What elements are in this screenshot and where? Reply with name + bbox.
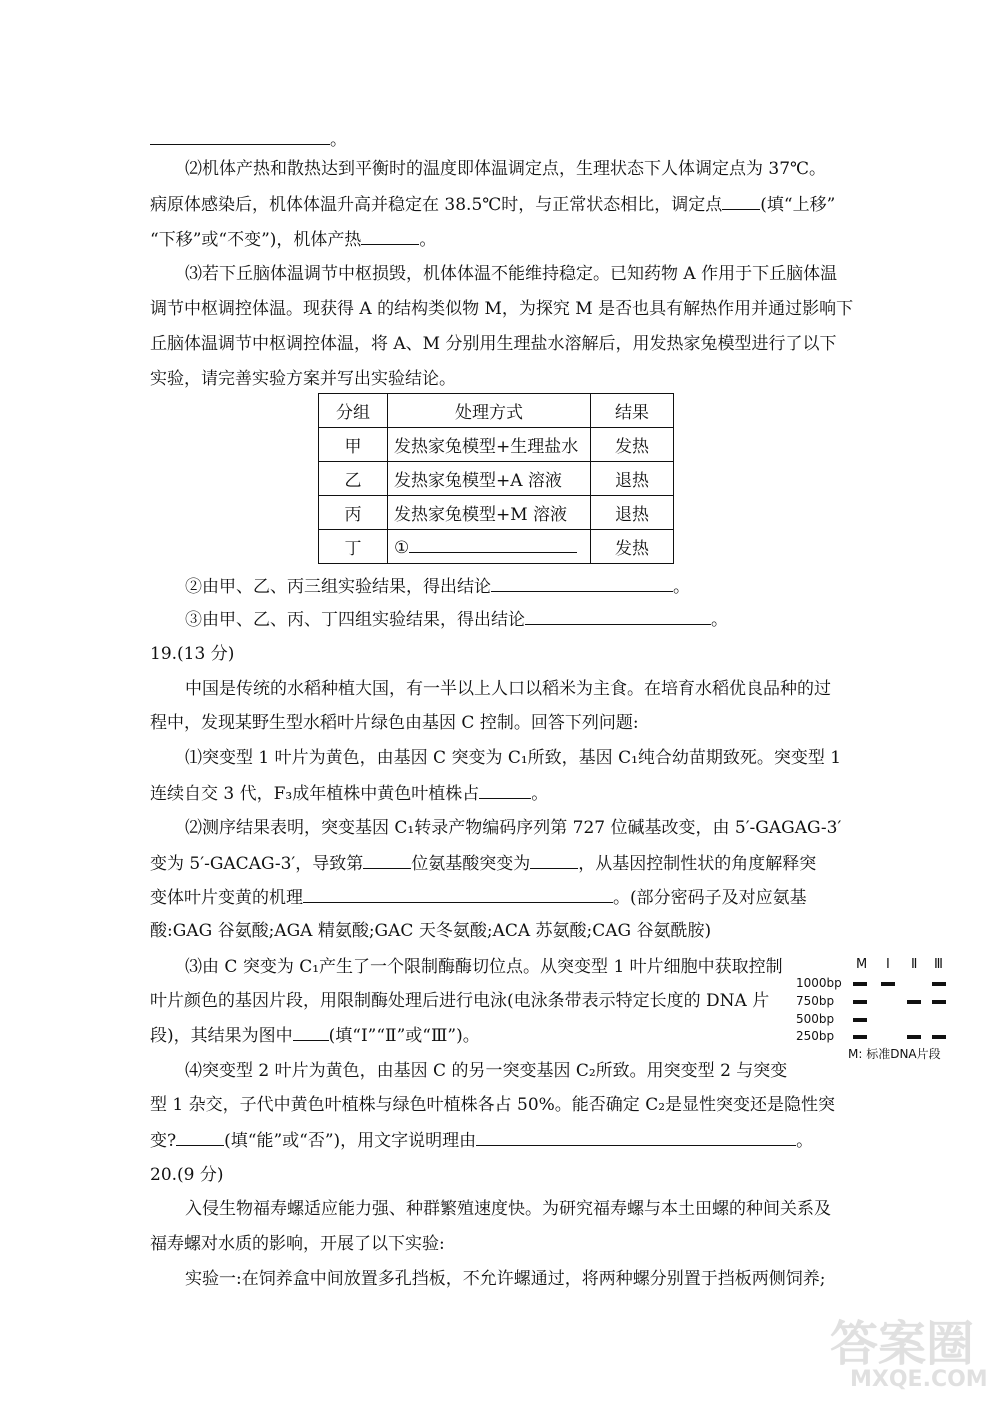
q19-1-line2	[150, 782, 548, 805]
q19-4-text: 变?	[150, 1131, 177, 1151]
answer-blank[interactable]	[293, 1024, 329, 1041]
q3-line4: 实验，请完善实验方案并写出实验结论。	[150, 369, 456, 389]
answer-blank[interactable]	[363, 852, 411, 869]
table-row	[319, 462, 674, 496]
watermark-url: MXQE.COM	[850, 1367, 988, 1392]
gel-band	[881, 982, 895, 986]
conclusion-3	[185, 608, 728, 631]
answer-blank[interactable]	[361, 228, 419, 245]
period: 。	[796, 1131, 814, 1151]
q3-line3: 丘脑体温调节中枢调控体温，将 A、M 分别用生理盐水溶解后，用发热家兔模型进行了以下	[150, 334, 837, 354]
table-cell: 发热家兔模型+M 溶液	[388, 496, 591, 530]
q19-3-line2: 叶片颜色的基因片段，用限制酶处理后进行电泳(电泳条带表示特定长度的 DNA 片	[150, 991, 770, 1011]
q19-2-text: 变为 5′-GACAG-3′，导致第	[150, 854, 364, 874]
answer-blank[interactable]	[150, 128, 330, 145]
q19-3-text: (填“Ⅰ”“Ⅱ”或“Ⅲ”)。	[328, 1026, 480, 1046]
q19-2-line1: ⑵测序结果表明，突变基因 C₁转录产物编码序列第 727 位碱基改变，由 5′-GAGAG-3′	[185, 818, 842, 838]
period: 。	[673, 577, 690, 597]
q20-intro-2: 福寿螺对水质的影响，开展了以下实验:	[150, 1234, 445, 1254]
q19-1-line1: ⑴突变型 1 叶片为黄色，由基因 C 突变为 C₁所致，基因 C₁纯合幼苗期致死。突变型 1	[185, 748, 842, 768]
q3-line1: ⑶若下丘脑体温调节中枢损毁，机体体温不能维持稳定。已知药物 A 作用于下丘脑体温	[185, 264, 838, 284]
answer-blank[interactable]	[722, 193, 760, 210]
experiment-table	[318, 393, 674, 564]
answer-blank[interactable]	[303, 886, 613, 903]
table-header-cell: 结果	[591, 394, 674, 428]
gel-band	[907, 1000, 921, 1004]
q2-line2	[150, 193, 835, 216]
table-cell: 乙	[319, 462, 388, 496]
conclusion-2	[185, 575, 690, 598]
q19-2-line4: 酸:GAG 谷氨酸;AGA 精氨酸;GAC 天冬氨酸;ACA 苏氨酸;CAG 谷氨酰胺)	[150, 921, 712, 941]
q19-2-text: 位氨基酸突变为	[411, 854, 531, 874]
lane-label: Ⅰ	[886, 957, 890, 972]
watermark	[820, 1305, 990, 1405]
conclusion-text: ②由甲、乙、丙三组实验结果，得出结论	[185, 577, 491, 597]
answer-blank[interactable]	[176, 1129, 224, 1146]
table-cell	[388, 530, 591, 564]
q19-2-text: 。(部分密码子及对应氨基	[613, 888, 807, 908]
q19-2-line3	[150, 886, 807, 909]
conclusion-text: ③由甲、乙、丙、丁四组实验结果，得出结论	[185, 610, 525, 630]
table-header-row	[319, 394, 674, 428]
answer-blank[interactable]	[476, 1129, 796, 1146]
q2-text: “下移”或“不变”)，机体产热	[150, 230, 362, 250]
q19-3-line3	[150, 1024, 480, 1047]
gel-band	[853, 1035, 867, 1039]
q20-experiment-1: 实验一:在饲养盒中间放置多孔挡板，不允许螺通过，将两种螺分别置于挡板两侧饲养;	[185, 1269, 826, 1289]
table-cell: 退热	[591, 496, 674, 530]
gel-band	[907, 1035, 921, 1039]
q19-4-line1: ⑷突变型 2 叶片为黄色，由基因 C 的另一突变基因 C₂所致。用突变型 2 与突变	[185, 1061, 788, 1081]
answer-line-top	[150, 128, 347, 151]
gel-band	[853, 1018, 867, 1022]
q19-4-text: (填“能”或“否”)，用文字说明理由	[224, 1131, 477, 1151]
table-cell: 发热家兔模型+A 溶液	[388, 462, 591, 496]
table-row	[319, 496, 674, 530]
size-label: 1000bp	[796, 976, 842, 990]
answer-blank[interactable]	[409, 536, 577, 553]
size-label: 500bp	[796, 1012, 835, 1026]
table-row	[319, 530, 674, 564]
table-cell: 甲	[319, 428, 388, 462]
q2-line1: ⑵机体产热和散热达到平衡时的温度即体温调定点，生理状态下人体调定点为 37℃。	[185, 159, 827, 179]
q19-intro-2: 程中，发现某野生型水稻叶片绿色由基因 C 控制。回答下列问题:	[150, 713, 639, 733]
table-cell: 丙	[319, 496, 388, 530]
answer-blank[interactable]	[525, 608, 711, 625]
q2-line3	[150, 228, 436, 251]
period: 。	[330, 130, 347, 150]
electrophoresis-figure	[790, 955, 960, 1065]
period: 。	[711, 610, 728, 630]
table-cell: 丁	[319, 530, 388, 564]
gel-band	[932, 1000, 946, 1004]
size-label: 250bp	[796, 1029, 835, 1043]
q19-4-line2: 型 1 杂交，子代中黄色叶植株与绿色叶植株各占 50%。能否确定 C₂是显性突变还是隐性突	[150, 1095, 836, 1115]
gel-caption: M: 标准DNA片段	[848, 1047, 941, 1061]
size-label: 750bp	[796, 994, 835, 1008]
q2-text: 病原体感染后，机体体温升高并稳定在 38.5℃时，与正常状态相比，调定点	[150, 195, 723, 215]
q19-3-text: 段)，其结果为图中	[150, 1026, 293, 1046]
period: 。	[419, 230, 437, 250]
gel-band	[932, 982, 946, 986]
table-row	[319, 428, 674, 462]
q19-2-line2	[150, 852, 816, 875]
q20-intro-1: 入侵生物福寿螺适应能力强、种群繁殖速度快。为研究福寿螺与本土田螺的种间关系及	[185, 1199, 831, 1219]
q19-1-text: 连续自交 3 代，F₃成年植株中黄色叶植株占	[150, 784, 480, 804]
q3-line2: 调节中枢调控体温。现获得 A 的结构类似物 M，为探究 M 是否也具有解热作用并通过影响下	[150, 299, 854, 319]
table-header-cell: 分组	[319, 394, 388, 428]
question-20-heading: 20.(9 分)	[150, 1165, 224, 1185]
q19-3-line1: ⑶由 C 突变为 C₁产生了一个限制酶酶切位点。从突变型 1 叶片细胞中获取控制	[185, 957, 783, 977]
table-cell: 发热	[591, 428, 674, 462]
q19-2-text: 变体叶片变黄的机理	[150, 888, 303, 908]
answer-marker: ①	[394, 537, 410, 558]
lane-label: Ⅲ	[934, 957, 943, 972]
table-header-cell: 处理方式	[388, 394, 591, 428]
watermark-logo-text: 答案圈	[830, 1316, 975, 1372]
gel-band	[932, 1035, 946, 1039]
question-19-heading: 19.(13 分)	[150, 644, 235, 664]
q19-2-text: ，从基因控制性状的角度解释突	[578, 854, 817, 874]
answer-blank[interactable]	[530, 852, 578, 869]
q2-hint: (填“上移”	[760, 195, 836, 215]
table-cell: 发热	[591, 530, 674, 564]
table-cell: 发热家兔模型+生理盐水	[388, 428, 591, 462]
q19-4-line3	[150, 1129, 813, 1152]
lane-label: Ⅱ	[911, 957, 918, 972]
gel-band	[853, 1000, 867, 1004]
gel-band	[853, 982, 867, 986]
table-cell: 退热	[591, 462, 674, 496]
answer-blank[interactable]	[479, 782, 531, 799]
answer-blank[interactable]	[491, 575, 673, 592]
period: 。	[531, 784, 549, 804]
q19-intro-1: 中国是传统的水稻种植大国，有一半以上人口以稻米为主食。在培育水稻优良品种的过	[185, 679, 831, 699]
lane-label: M	[856, 957, 868, 972]
